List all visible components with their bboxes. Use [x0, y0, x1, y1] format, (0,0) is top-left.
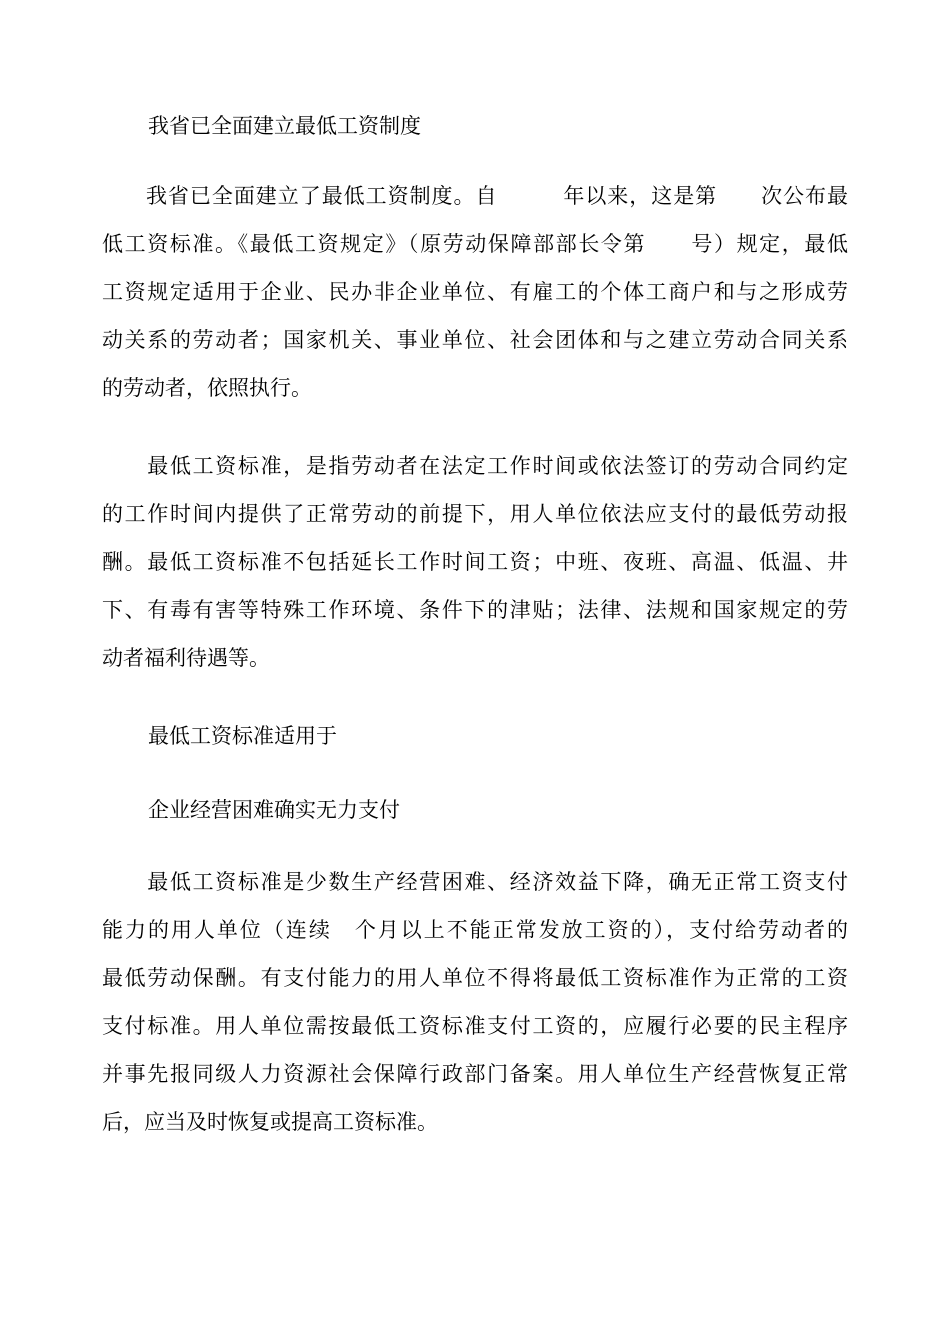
- paragraph-line: 我省已全面建立了最低工资制度。自 年以来，这是第 次公布最: [102, 184, 848, 208]
- paragraph-line: 最低工资标准是少数生产经营困难、经济效益下降，确无正常工资支付: [102, 870, 848, 894]
- paragraph-line: 最低工资标准，是指劳动者在法定工作时间或依法签订的劳动合同约定: [102, 454, 848, 478]
- paragraph-line: 的工作时间内提供了正常劳动的前提下，用人单位依法应支付的最低劳动报: [102, 502, 848, 526]
- paragraph-line: 动关系的劳动者；国家机关、事业单位、社会团体和与之建立劳动合同关系: [102, 328, 848, 352]
- document-title: 我省已全面建立最低工资制度: [148, 114, 421, 138]
- section-heading: 企业经营困难确实无力支付: [148, 798, 400, 822]
- paragraph-line: 后，应当及时恢复或提高工资标准。: [102, 1110, 438, 1134]
- paragraph-line: 的劳动者，依照执行。: [102, 376, 312, 400]
- paragraph-1: [102, 172, 848, 412]
- paragraph-line: 动者福利待遇等。: [102, 646, 270, 670]
- paragraph-line: 能力的用人单位（连续 个月以上不能正常发放工资的），支付给劳动者的: [102, 918, 848, 942]
- paragraph-2: [102, 442, 848, 682]
- paragraph-line: 支付标准。用人单位需按最低工资标准支付工资的，应履行必要的民主程序: [102, 1014, 848, 1038]
- paragraph-line: 最低劳动保酬。有支付能力的用人单位不得将最低工资标准作为正常的工资: [102, 966, 848, 990]
- paragraph-3: [102, 858, 848, 1146]
- paragraph-line: 低工资标准。《最低工资规定》（原劳动保障部部长令第 号）规定，最低: [102, 232, 848, 256]
- paragraph-line: 下、有毒有害等特殊工作环境、条件下的津贴；法律、法规和国家规定的劳: [102, 598, 848, 622]
- section-heading: 最低工资标准适用于: [148, 724, 337, 748]
- paragraph-line: 工资规定适用于企业、民办非企业单位、有雇工的个体工商户和与之形成劳: [102, 280, 848, 304]
- paragraph-line: 酬。最低工资标准不包括延长工作时间工资；中班、夜班、高温、低温、井: [102, 550, 848, 574]
- paragraph-line: 并事先报同级人力资源社会保障行政部门备案。用人单位生产经营恢复正常: [102, 1062, 848, 1086]
